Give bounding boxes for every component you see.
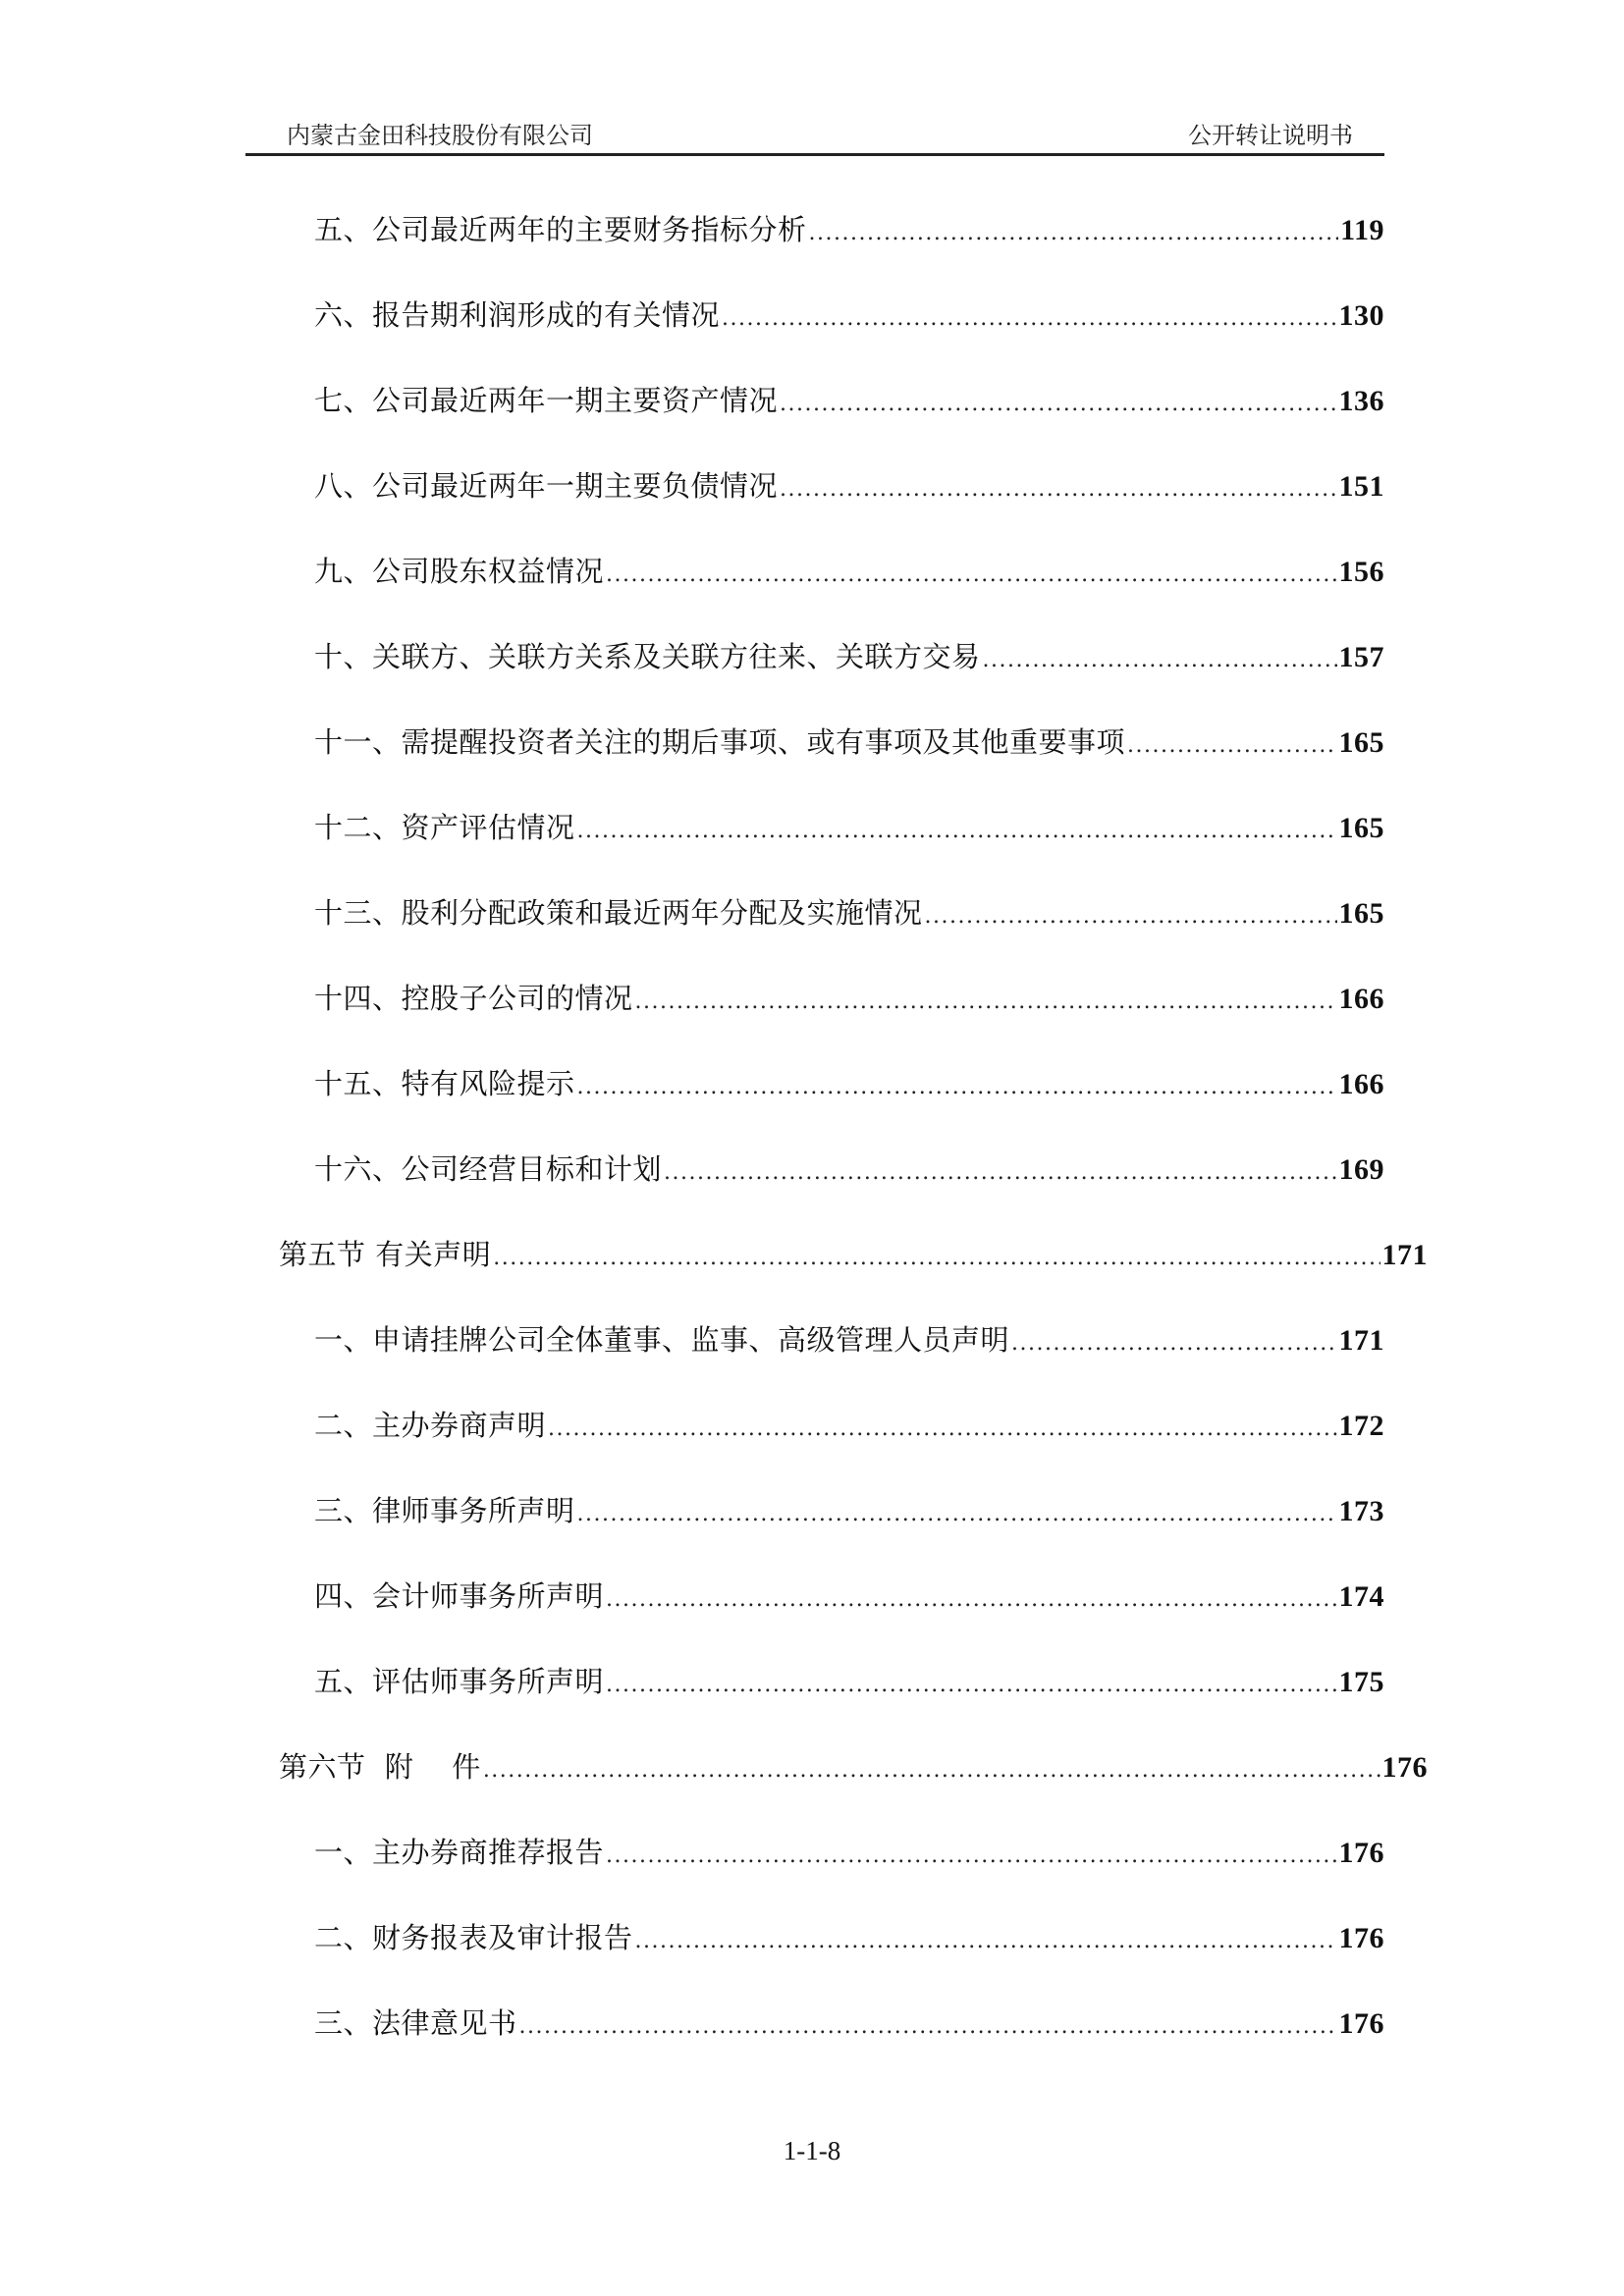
toc-entry[interactable] — [314, 550, 1384, 593]
toc-entry-page: 166 — [1338, 983, 1384, 1015]
toc-entry-title: 十三、股利分配政策和最近两年分配及实施情况 — [314, 896, 923, 930]
toc-entry-title: 一、申请挂牌公司全体董事、监事、高级管理人员声明 — [314, 1323, 1010, 1357]
toc-entry[interactable] — [314, 891, 1384, 934]
toc-entry[interactable] — [314, 1575, 1384, 1618]
toc-leader-dots — [606, 1587, 1336, 1612]
toc-leader-dots — [577, 1075, 1337, 1099]
toc-entry[interactable] — [314, 1916, 1384, 1959]
toc-leader-dots — [983, 648, 1337, 672]
toc-entry-page: 169 — [1338, 1153, 1384, 1186]
toc-entry-page: 176 — [1338, 2007, 1384, 2040]
toc-entry-page: 165 — [1338, 812, 1384, 844]
page-number: 1-1-8 — [783, 2136, 841, 2165]
toc-entry-title: 五、评估师事务所声明 — [314, 1665, 605, 1698]
toc-entry-page: 151 — [1338, 470, 1384, 503]
toc-leader-dots — [780, 392, 1336, 416]
toc-entry-title: 七、公司最近两年一期主要资产情况 — [314, 384, 779, 417]
toc-entry-page: 119 — [1340, 214, 1384, 246]
toc-leader-dots — [548, 1416, 1336, 1441]
toc-section-title: 第六节 附 件 — [279, 1750, 481, 1784]
toc-leader-dots — [1127, 733, 1336, 758]
toc-leader-dots — [577, 819, 1337, 843]
toc-leader-dots — [925, 904, 1337, 929]
toc-leader-dots — [483, 1758, 1380, 1783]
toc-entry[interactable] — [314, 1404, 1384, 1447]
toc-entry-title: 十五、特有风险提示 — [314, 1067, 575, 1100]
toc-entry-title: 四、会计师事务所声明 — [314, 1579, 605, 1613]
toc-entry[interactable] — [314, 208, 1384, 251]
toc-entry-page: 172 — [1338, 1410, 1384, 1442]
toc-entry-page: 176 — [1338, 1922, 1384, 1954]
toc-entry-title: 十六、公司经营目标和计划 — [314, 1152, 663, 1186]
toc-entry-page: 157 — [1338, 641, 1384, 673]
toc-entry[interactable] — [314, 1148, 1384, 1191]
toc-entry-title: 二、财务报表及审计报告 — [314, 1921, 633, 1954]
toc-entry-page: 130 — [1338, 299, 1384, 332]
toc-entry[interactable] — [314, 294, 1384, 337]
toc-entry-title: 八、公司最近两年一期主要负债情况 — [314, 469, 779, 503]
toc-leader-dots — [635, 989, 1337, 1014]
toc-leader-dots — [606, 1673, 1336, 1697]
toc-section-entry[interactable] — [279, 1233, 1428, 1276]
toc-entry-page: 175 — [1338, 1666, 1384, 1698]
toc-leader-dots — [1011, 1331, 1336, 1356]
toc-leader-dots — [780, 477, 1336, 502]
toc-entry[interactable] — [314, 721, 1384, 764]
toc-entry-title: 十、关联方、关联方关系及关联方往来、关联方交易 — [314, 640, 981, 673]
toc-entry-title: 二、主办券商声明 — [314, 1409, 547, 1442]
toc-entry-page: 174 — [1338, 1580, 1384, 1613]
toc-entry[interactable] — [314, 1660, 1384, 1703]
header-document-title: 公开转让说明书 — [1188, 122, 1353, 149]
page-footer — [0, 2136, 1624, 2166]
page-header — [245, 110, 1384, 156]
toc-entry[interactable] — [314, 1831, 1384, 1874]
toc-entry[interactable] — [314, 977, 1384, 1020]
toc-entry[interactable] — [314, 2002, 1384, 2045]
toc-entry-title: 三、律师事务所声明 — [314, 1494, 575, 1527]
toc-entry-title: 十一、需提醒投资者关注的期后事项、或有事项及其他重要事项 — [314, 725, 1126, 759]
toc-entry-title: 六、报告期利润形成的有关情况 — [314, 298, 721, 332]
toc-section-entry[interactable] — [279, 1745, 1428, 1789]
toc-leader-dots — [809, 221, 1339, 245]
toc-entry[interactable] — [314, 1489, 1384, 1532]
toc-leader-dots — [577, 1502, 1337, 1526]
toc-entry-page: 165 — [1338, 897, 1384, 930]
toc-entry[interactable] — [314, 1318, 1384, 1362]
toc-entry[interactable] — [314, 806, 1384, 849]
toc-leader-dots — [519, 2014, 1337, 2039]
toc-entry-page: 136 — [1338, 385, 1384, 417]
toc-entry-page: 173 — [1338, 1495, 1384, 1527]
toc-entry[interactable] — [314, 635, 1384, 678]
toc-leader-dots — [635, 1929, 1337, 1953]
toc-entry-title: 三、法律意见书 — [314, 2006, 517, 2040]
toc-leader-dots — [664, 1160, 1336, 1185]
toc-entry-title: 十二、资产评估情况 — [314, 811, 575, 844]
toc-entry[interactable] — [314, 379, 1384, 422]
toc-entry[interactable] — [314, 464, 1384, 507]
toc-section-page: 171 — [1381, 1239, 1428, 1271]
toc-section-title: 第五节 有关声明 — [279, 1238, 492, 1271]
toc-entry-page: 165 — [1338, 726, 1384, 759]
toc-entry-title: 五、公司最近两年的主要财务指标分析 — [314, 213, 807, 246]
toc-entry-title: 九、公司股东权益情况 — [314, 555, 605, 588]
toc-leader-dots — [722, 306, 1336, 331]
toc-entry-page: 166 — [1338, 1068, 1384, 1100]
toc-entry-title: 一、主办券商推荐报告 — [314, 1836, 605, 1869]
toc-leader-dots — [606, 1843, 1336, 1868]
toc-section-page: 176 — [1381, 1751, 1428, 1784]
header-company-name: 内蒙古金田科技股份有限公司 — [287, 122, 593, 149]
toc-entry-title: 十四、控股子公司的情况 — [314, 982, 633, 1015]
toc-entry[interactable] — [314, 1062, 1384, 1105]
toc-entry-page: 156 — [1338, 556, 1384, 588]
toc-leader-dots — [606, 562, 1336, 587]
toc-entry-page: 171 — [1338, 1324, 1384, 1357]
toc-leader-dots — [493, 1246, 1380, 1270]
toc-entry-page: 176 — [1338, 1837, 1384, 1869]
